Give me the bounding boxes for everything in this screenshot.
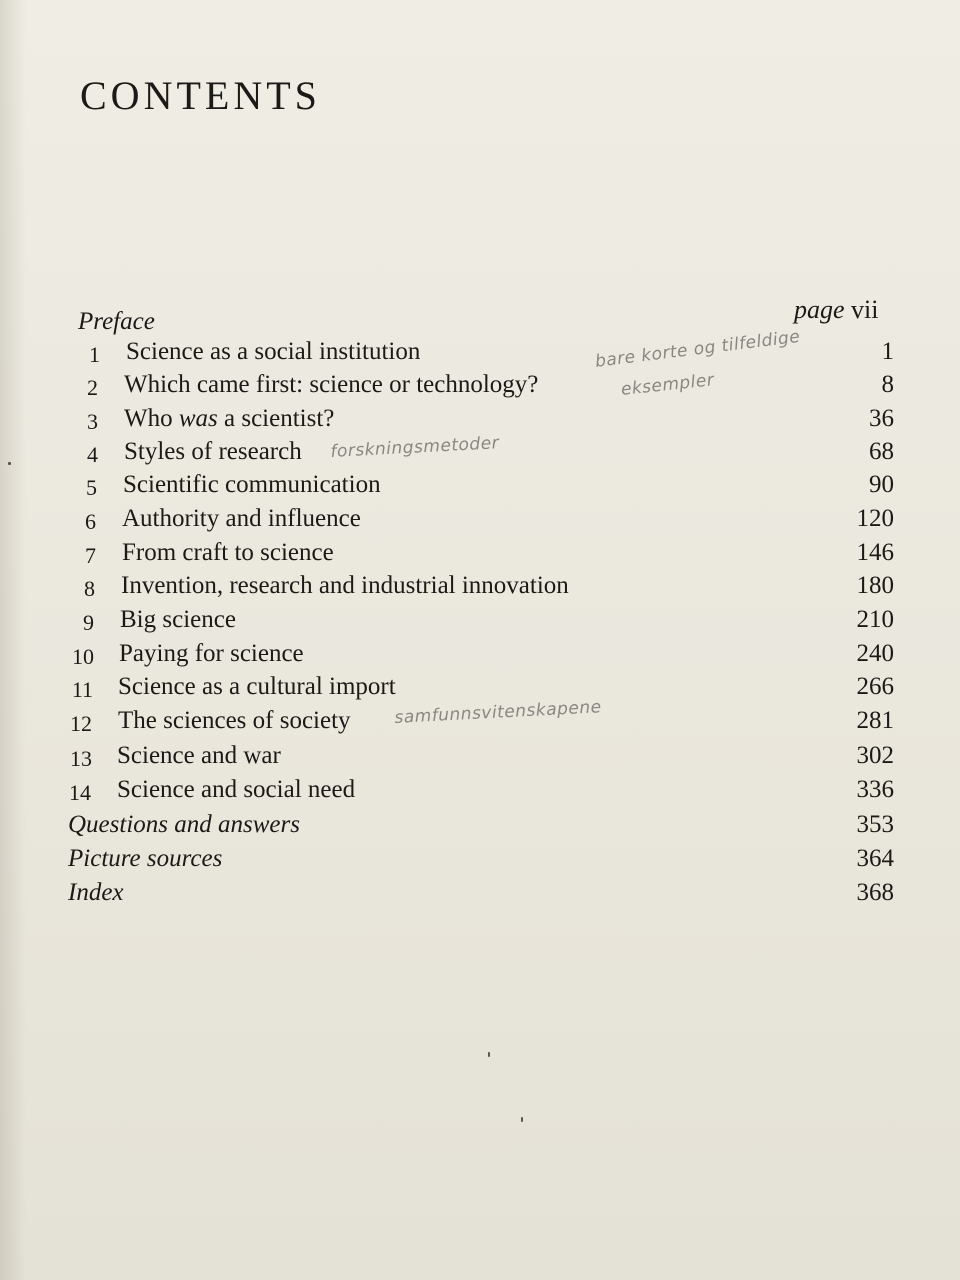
toc-entry-title: Science and war — [117, 742, 281, 769]
toc-entry-title: Styles of research — [124, 438, 302, 465]
toc-entry-page: 1 — [881, 338, 894, 365]
chapter-number: 2 — [87, 375, 98, 400]
toc-entry-chapter-10 — [0, 640, 960, 674]
chapter-number: 7 — [85, 543, 96, 568]
chapter-number: 12 — [70, 711, 92, 736]
toc-entry-title: Preface — [78, 308, 155, 335]
toc-entry-picture-sources — [0, 845, 960, 879]
toc-entry-page: 210 — [856, 606, 894, 633]
toc-entry-page: 180 — [856, 572, 894, 599]
toc-entry-title: Paying for science — [119, 640, 304, 667]
paper-speck — [488, 1052, 490, 1057]
chapter-number: 8 — [84, 576, 95, 601]
title-part: a scientist? — [217, 405, 335, 432]
toc-entry-page: 146 — [856, 539, 894, 566]
paper-speck — [521, 1117, 523, 1122]
toc-entry-preface — [0, 308, 960, 342]
toc-entry-title: Authority and influence — [122, 505, 361, 532]
chapter-number: 5 — [86, 475, 97, 500]
toc-entry-page: 8 — [881, 371, 894, 398]
page-roman-number: vii — [851, 295, 879, 324]
toc-entry-questions — [0, 811, 960, 845]
toc-entry-page: 68 — [869, 438, 894, 465]
handwritten-note: forskningsmetoder — [330, 433, 500, 462]
toc-entry-page: 368 — [856, 879, 894, 906]
title-italic-part: was — [178, 405, 218, 432]
chapter-number: 10 — [72, 644, 94, 669]
chapter-number: 6 — [85, 509, 96, 534]
toc-entry-title: Scientific communication — [123, 471, 381, 498]
handwritten-note: eksempler — [620, 370, 716, 400]
toc-entry-title: Science as a social institution — [126, 338, 421, 365]
toc-entry-title: From craft to science — [122, 539, 334, 566]
paper-speck — [8, 462, 11, 465]
handwritten-note: bare korte og tilfeldige — [594, 326, 802, 372]
toc-entry-chapter-13 — [0, 742, 960, 776]
page-title: CONTENTS — [80, 73, 321, 118]
toc-entry-title — [124, 405, 334, 433]
toc-entry-title: Science as a cultural import — [118, 673, 396, 700]
chapter-number: 1 — [89, 342, 100, 367]
toc-entry-chapter-6 — [0, 505, 960, 539]
toc-entry-chapter-7 — [0, 539, 960, 573]
chapter-number: 3 — [87, 409, 98, 434]
toc-entry-chapter-1 — [0, 338, 960, 372]
toc-entry-title: Questions and answers — [68, 811, 300, 838]
toc-entry-title: Which came first: science or technology? — [124, 371, 539, 398]
toc-entry-page: 302 — [856, 742, 894, 769]
toc-entry-index — [0, 879, 960, 913]
toc-entry-title: Invention, research and industrial innovation — [121, 572, 569, 599]
chapter-number: 4 — [87, 442, 98, 467]
toc-entry-chapter-9 — [0, 606, 960, 640]
handwritten-note: samfunnsvitenskapene — [394, 697, 603, 728]
toc-entry-page: 281 — [856, 707, 894, 734]
chapter-number: 9 — [83, 610, 94, 635]
toc-entry-page: 266 — [856, 673, 894, 700]
toc-entry-chapter-14 — [0, 776, 960, 810]
toc-entry-page: 90 — [869, 471, 894, 498]
toc-entry-chapter-11 — [0, 673, 960, 707]
toc-entry-title: The sciences of society — [118, 707, 351, 734]
toc-entry-title: Index — [68, 879, 124, 906]
chapter-number: 11 — [71, 677, 93, 702]
toc-entry-page: 364 — [856, 845, 894, 872]
toc-entry-chapter-2 — [0, 371, 960, 405]
toc-entry-title: Science and social need — [117, 776, 356, 803]
chapter-number: 14 — [69, 780, 91, 805]
page-word: page — [794, 295, 845, 324]
toc-entry-page: 36 — [869, 405, 894, 432]
chapter-number: 13 — [70, 746, 92, 771]
toc-entry-page: 336 — [856, 776, 894, 803]
title-part: Who — [124, 405, 179, 432]
toc-entry-page: 353 — [856, 811, 894, 838]
toc-entry-title: Picture sources — [68, 845, 223, 872]
toc-entry-title: Big science — [120, 606, 236, 633]
toc-entry-chapter-8 — [0, 572, 960, 606]
toc-entry-page: 120 — [856, 505, 894, 532]
toc-entry-page: 240 — [856, 640, 894, 667]
toc-entry-chapter-5 — [0, 471, 960, 505]
